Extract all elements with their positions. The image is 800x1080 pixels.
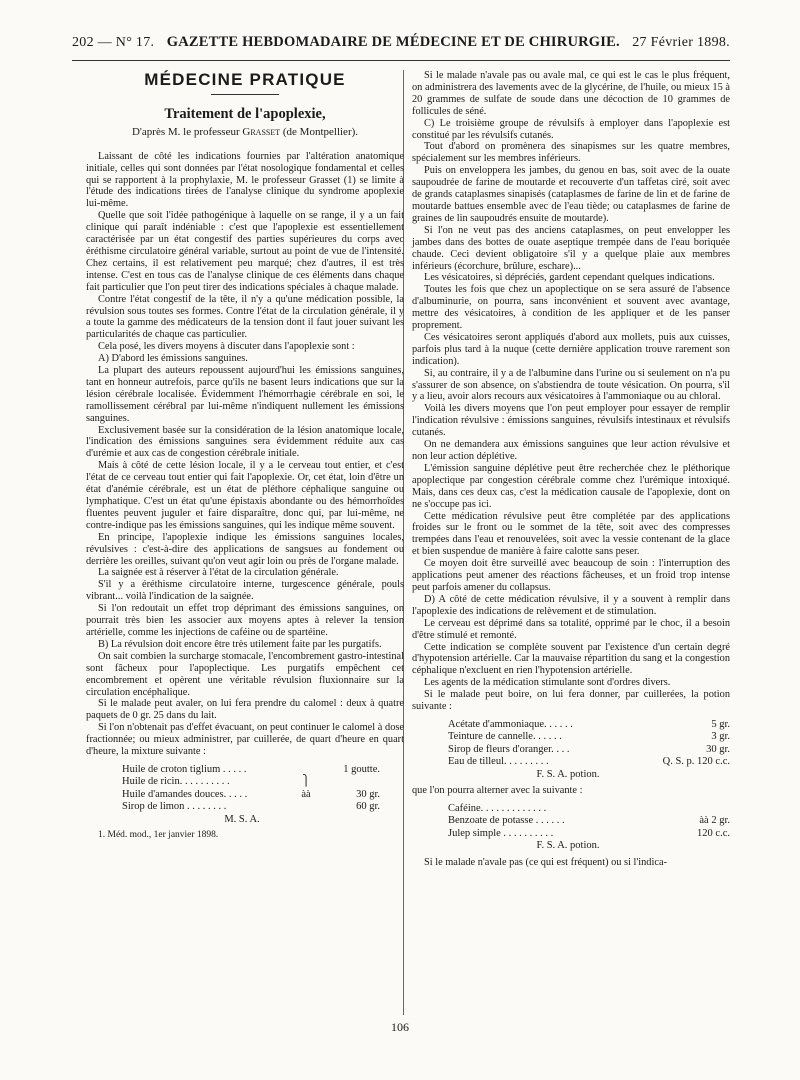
paragraph: Si, au contraire, il y a de l'albumine dans l'urine ou si seulement on n'a pu s'assurer de son absence, on s'abstiendra de toute vésication. On pourra, s'il y a lieu, avoir alors recours aux vésicatoires à l'ammoniaque ou au chloral. <box>412 367 730 403</box>
running-header <box>72 34 730 56</box>
section-rule <box>211 94 279 95</box>
rx-ingredient: Huile de ricin. . . . . . . . . . <box>122 776 230 788</box>
paragraph: On sait combien la surcharge stomacale, l'encombrement gastro-intestinal sont fâcheux pour l'apoplectique. Les purgatifs empêchent cet encombrement et opèrent une véritable révulsion fluxionnaire sur la circulation encéphalique. <box>86 650 404 698</box>
paragraph: Si l'on redoutait un effet trop déprimant des émissions sanguines, on pourrait très bien les associer aux moyens aptes à relever la tension artérielle, comme les injections de caféine ou de spartéine. <box>86 603 404 638</box>
article-subtitle <box>86 127 404 139</box>
paragraph: Les agents de la médication stimulante sont d'ordres divers. <box>424 677 671 689</box>
rx-quantity: 60 gr. <box>356 801 380 813</box>
paragraph: Mais à côté de cette lésion locale, il y a le cerveau tout entier, et c'est l'état de ce cerveau tout entier qui fait l'apoplexie. Or, cet état, loin d'être un état d'anémie cérébrale, est un état de pléthore céphalique sanguine ou lymphatique. C'est un état qu'une épistaxis abondante ou des hémorrhoïdes fluentes peuvent juguler et faire disparaître, donc qui, par lui-même, ne contre-indique pas les émissions sanguines, qui les indique même souvent. <box>86 460 404 531</box>
paragraph: Ces vésicatoires seront appliqués d'abord aux mollets, puis aux cuisses, parfois plus tard à la nuque (cette dernière application trouve rarement son indication). <box>412 331 730 367</box>
paragraph: S'il y a éréthisme circulatoire interne, turgescence générale, pouls vibrant... voilà l'indication de la saignée. <box>86 579 404 603</box>
rx-brace-label: àà <box>301 788 311 800</box>
prescription-potion-1 <box>448 719 730 781</box>
header-date: 27 Février 1898. <box>632 35 730 50</box>
paragraph: Contre l'état congestif de la tête, il n'y a qu'une médication possible, la révulsion sous toutes ses formes. Contre l'état de la circulation générale, il y a toute la gamme des médicateurs de la tension dont il faut jouer suivant les particularités de chaque cas particulier. <box>86 293 404 341</box>
paragraph: La saignée est à réserver à l'état de la circulation générale. <box>98 567 339 579</box>
paragraph: Les vésicatoires, si dépréciés, gardent cependant quelques indications. <box>424 272 715 284</box>
rx-ingredient: Caféine. . . . . . . . . . . . . <box>448 802 547 814</box>
paragraph: On ne demandera aux émissions sanguines que leur action révulsive et non leur action déplétive. <box>412 439 730 462</box>
subtitle-pre: D'après M. le professeur <box>131 125 240 138</box>
paragraph: Si le malade peut boire, on lui fera donner, par cuillerées, la potion suivante : <box>412 689 730 713</box>
paragraph: que l'on pourra alterner avec la suivante : <box>412 784 583 796</box>
paragraph: Cette indication se complète souvent par l'existence d'un certain degré d'hypotension artérielle. Car la mauvaise répartition du sang et la congestion céphalique n'excluent en rien l'hypotension artérielle. <box>412 641 730 677</box>
rx-quantity: 1 goutte. <box>343 763 380 775</box>
footnote: 1. Méd. mod., 1er janvier 1898. <box>98 829 219 840</box>
paragraph: Si le malade peut avaler, on lui fera prendre du calomel : deux à quatre paquets de 0 gr. 25 dans du lait. <box>86 698 404 722</box>
journal-title: GAZETTE HEBDOMADAIRE DE MÉDECINE ET DE CHIRURGIE. <box>166 34 620 50</box>
rx-quantity: 30 gr. <box>356 788 380 800</box>
rx-ingredient: Eau de tilleul. . . . . . . . . <box>448 756 549 768</box>
paragraph: Exclusivement basée sur la considération de la lésion anatomique locale, l'indication des émissions sanguines sera évidemment réduite aux cas d'urémie et aux cas de congestion cérébrale initiale. <box>86 424 404 460</box>
rx-quantity: 3 gr. <box>711 731 730 743</box>
paragraph: La plupart des auteurs repoussent aujourd'hui les émissions sanguines, tant en honneur autrefois, parce qu'ils ne basent leurs indications que sur la lésion cérébrale localisée. Évidemment l'hémorrhagie cérébrale en soi, le ramollissement cérébral par lui-même n'indiquent nullement les émissions sanguines. <box>86 365 404 424</box>
rx-ingredient: Huile d'amandes douces. . . . . <box>122 788 248 800</box>
paragraph: Quelle que soit l'idée pathogénique à laquelle on se range, il y a un fait clinique qui paraît indéniable : c'est que l'apoplexie est essentiellement caractérisée par un état congestif des parties supérieures du corps avec éréthisme circulatoire général variable, surtout au point de vue de l'intensité. Chez certains, il est relativement peu marqué; chez d'autres, il est très intense. C'est en tous cas de l'analyse clinique de ces éléments dans chaque fait particulier que l'on peut tirer des indications spéciales à chaque malade. <box>86 210 404 293</box>
paragraph: Toutes les fois que chez un apoplectique on se sera assuré de l'absence d'albuminurie, on pourra, sans inconvénient et souvent avec avantage, mettre des vésicatoires, à condition de les appliquer et de les panser proprement. <box>412 284 730 332</box>
paragraph: Si l'on ne veut pas des anciens cataplasmes, on peut envelopper les jambes dans des bottes de ouate aseptique trempée dans de l'eau boriquée chaude. Ceci devient obligatoire s'il y a quelque plaie aux membres inférieurs (écorchure, brûlure, eschare)... <box>412 224 730 272</box>
right-column <box>412 70 730 868</box>
left-column <box>86 70 404 842</box>
paragraph: Laissant de côté les indications fournies par l'altération anatomique initiale, celles qui sont données par l'état nosologique fondamental et celles qui se rapportent à la prophylaxie, M. le professeur Grasset (1) se limite à l'étude des indications tirées de l'analyse clinique du syndrome apoplexie lui-même. <box>86 150 404 210</box>
section-title: MÉDECINE PRATIQUE <box>144 70 346 89</box>
prescription-mixture: Huile de croton tiglium . . . . . 1 goutte. Huile de ricin. . . . . . . . . . ⎫ Huile d'amandes douces. . . . . àà 30 gr. Sirop de limon . . . . . . . . 60 gr. M. S. A. <box>122 763 380 825</box>
header-rule <box>72 60 730 61</box>
paragraph: Cela posé, les divers moyens à discuter dans l'apoplexie sont : <box>98 341 355 353</box>
rx-ingredient: Teinture de cannelle. . . . . . <box>448 731 562 743</box>
paragraph: Voilà les divers moyens que l'on peut employer pour essayer de remplir l'indication révulsive : émissions sanguines, révulsifs intestinaux et révulsifs cutanés. <box>412 403 730 439</box>
rx-quantity: àà 2 gr. <box>699 815 730 827</box>
paragraph: Cette médication révulsive peut être complétée par des applications froides sur le front ou le sommet de la tête, soit avec des compresses trempées dans l'eau et renouvelées, soit avec la vessie contenant de la glace et bien suspendue de manière à faire calotte sans peser. <box>412 510 730 558</box>
header-left: 202 — N° 17. <box>72 35 155 50</box>
rx-quantity: 120 c.c. <box>697 827 730 839</box>
rx-msa: M. S. A. <box>224 813 260 825</box>
subtitle-post: (de Montpellier). <box>282 125 359 138</box>
paragraph: D) A côté de cette médication révulsive, il y a souvent à remplir dans l'apoplexie des indications de relèvement et de stimulation. <box>412 593 730 617</box>
rx-quantity: 30 gr. <box>706 743 730 755</box>
paragraph: C) Le troisième groupe de révulsifs à employer dans l'apoplexie est constitué par les révulsifs cutanés. <box>412 117 730 141</box>
rx-ingredient: Acétate d'ammoniaque. . . . . . <box>448 718 573 730</box>
paragraph: En principe, l'apoplexie indique les émissions sanguines locales, révulsives : c'est-à-dire des applications de sangsues au fondement ou derrière les oreilles, suivant qu'on veut agir loin ou près de l'organe malade. <box>86 531 404 567</box>
rx-fsa: F. S. A. potion. <box>536 768 600 780</box>
prescription-potion-2 <box>448 803 730 853</box>
rx-quantity: 5 gr. <box>711 718 730 730</box>
rx-quantity: Q. S. p. 120 c.c. <box>662 756 730 768</box>
rx-fsa: F. S. A. potion. <box>536 840 600 852</box>
article-title: Traitement de l'apoplexie, <box>164 105 326 122</box>
rx-ingredient: Sirop de limon . . . . . . . . <box>122 801 227 813</box>
paragraph: Le cerveau est déprimé dans sa totalité, opprimé par le choc, il a besoin d'être stimulé et remonté. <box>412 617 730 641</box>
rx-ingredient: Huile de croton tiglium . . . . . <box>122 763 247 775</box>
paragraph: L'émission sanguine déplétive peut être recherchée chez le pléthorique apoplectique par congestion cérébrale comme chez l'urémique intoxiqué. Mais, dans ces deux cas, c'est la médication causale de l'apoplexie, dont on ne s'occupe pas ici. <box>412 462 730 510</box>
paragraph: Ce moyen doit être surveillé avec beaucoup de soin : l'interruption des applications peut amener des réactions fâcheuses, et un froid trop intense peut parfois amener du collapsus. <box>412 558 730 593</box>
paragraph: B) La révulsion doit encore être très utilement faite par les purgatifs. <box>98 638 382 650</box>
paragraph: Si le malade n'avale pas ou avale mal, ce qui est le cas le plus fréquent, on administrera des lavements avec de la glycérine, de l'huile, ou mieux 15 à 20 grammes de sulfate de soude dans une décoction de 10 grammes de follicules de séné. <box>412 70 730 117</box>
paragraph: A) D'abord les émissions sanguines. <box>98 353 248 365</box>
rx-ingredient: Benzoate de potasse . . . . . . <box>448 815 565 827</box>
author-name: Grasset <box>242 125 281 138</box>
rx-ingredient: Sirop de fleurs d'oranger. . . . <box>448 743 570 755</box>
paragraph: Si l'on n'obtenait pas d'effet évacuant, on peut continuer le calomel à dose fractionnée; ou mieux administrer, par cuillerée, de quart d'heure en quart d'heure, la mixture suivante : <box>86 722 404 758</box>
paragraph: Si le malade n'avale pas (ce qui est fréquent) ou si l'indica- <box>424 856 667 868</box>
paragraph: Tout d'abord on promènera des sinapismes sur les quatre membres, spécialement sur les membres inférieurs. <box>412 141 730 165</box>
page-number: 106 <box>391 1020 409 1034</box>
paragraph: Puis on enveloppera les jambes, du genou en bas, soit avec de la ouate saupoudrée de farine de moutarde et recouverte d'un taffetas ciré, soit avec de grands cataplasmes sinapisés (cataplasmes de farine de lin et de farine de moutarde battues ensemble avec de l'eau tiède; ou cataplasmes de farine de graines de lin saupoudrés ensuite de moutarde). <box>412 165 730 224</box>
rx-ingredient: Julep simple . . . . . . . . . . <box>448 827 554 839</box>
